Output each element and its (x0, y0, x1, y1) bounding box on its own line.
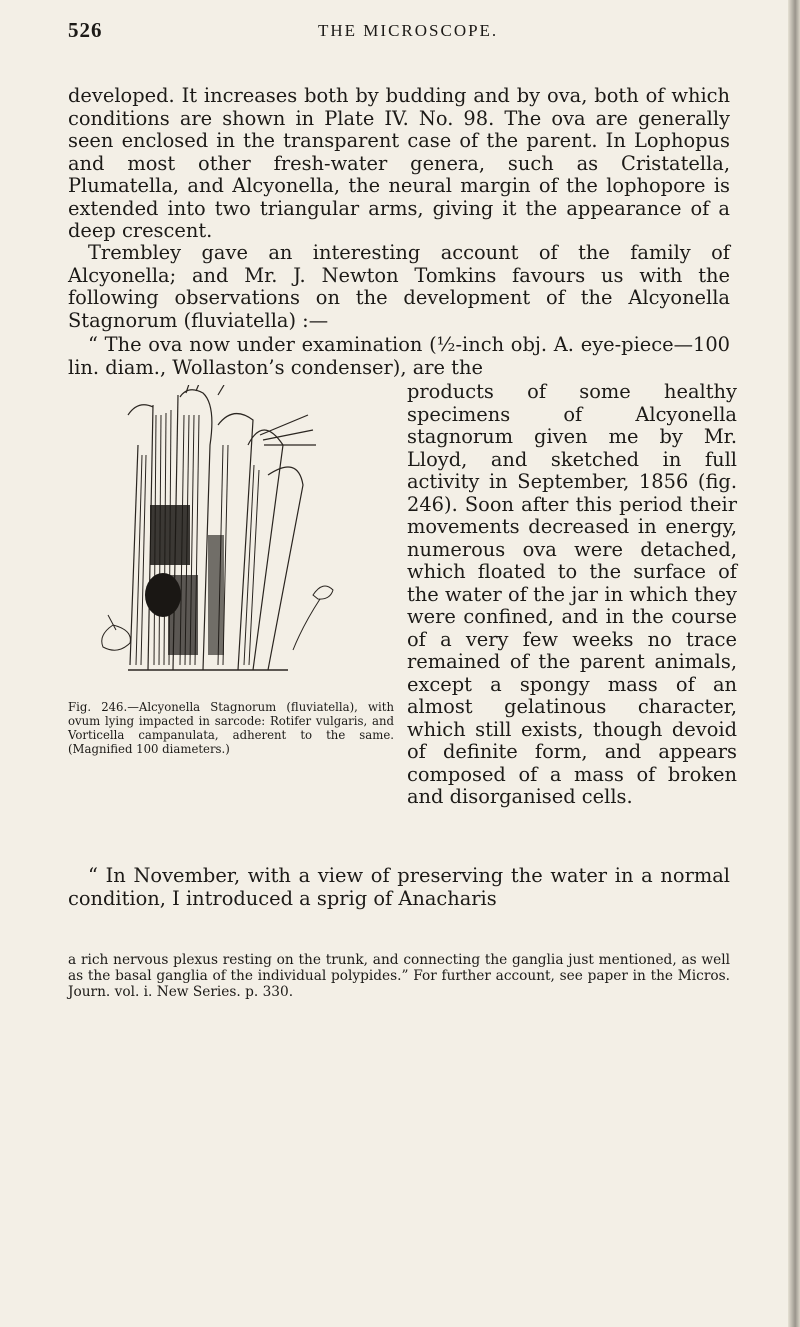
paragraph-4: “ In November, with a view of preserving the water in a normal condition, I introduced a sprig of Anacharis (68, 864, 730, 910)
alcyonella-engraving (68, 385, 390, 685)
running-title: THE MICROSCOPE. (318, 21, 499, 40)
page-edge (788, 0, 800, 1327)
figure-caption: Fig. 246.—Alcyonella Stagnorum (fluviatella), with ovum lying impacted in sarcode: Rotifer vulgaris, and Vorticella campanulata, adherent to the same. (Magnified 100 diameters.) (68, 700, 394, 756)
paragraph-3-wide: “ The ova now under examination (½-inch obj. A. eye-piece—100 lin. diam., Wollaston’s condenser), are the (68, 333, 730, 379)
page-number: 526 (68, 18, 103, 42)
paragraph-2: Trembley gave an interesting account of the family of Alcyonella; and Mr. J. Newton Tomkins favours us with the following observations on the development of the Alcyonella Stagnorum (fluviatella) :— (68, 241, 730, 332)
footnote: a rich nervous plexus resting on the trunk, and connecting the ganglia just mentioned, as well as the basal ganglia of the individual polypides.” For further account, see paper in the Micros. Journ. vol. i. New Series. p. 330. (68, 952, 730, 1000)
paragraph-1: developed. It increases both by budding and by ova, both of which conditions are shown in Plate IV. No. 98. The ova are generally seen enclosed in the transparent case of the parent. In Lophopus and most other fresh-water genera, such as Cristatella, Plumatella, and Alcyonella, the neural margin of the lophopore is extended into two triangular arms, giving it the appearance of a deep crescent. (68, 84, 730, 242)
paragraph-3-narrow: products of some healthy specimens of Alcyonella stagnorum given me by Mr. Lloyd, and sketched in full activity in September, 1856 (fig. 246). Soon after this period their movements decreased in energy, numerous ova were detached, which floated to the surface of the water of the jar in which they were confined, and in the course of a very few weeks no trace remained of the parent animals, except a spongy mass of an almost gelatinous character, which still exists, though devoid of definite form, and appears composed of a mass of broken and disorganised cells. (407, 380, 737, 808)
page-header (68, 18, 730, 48)
figure-alcyonella-illustration (68, 385, 390, 685)
